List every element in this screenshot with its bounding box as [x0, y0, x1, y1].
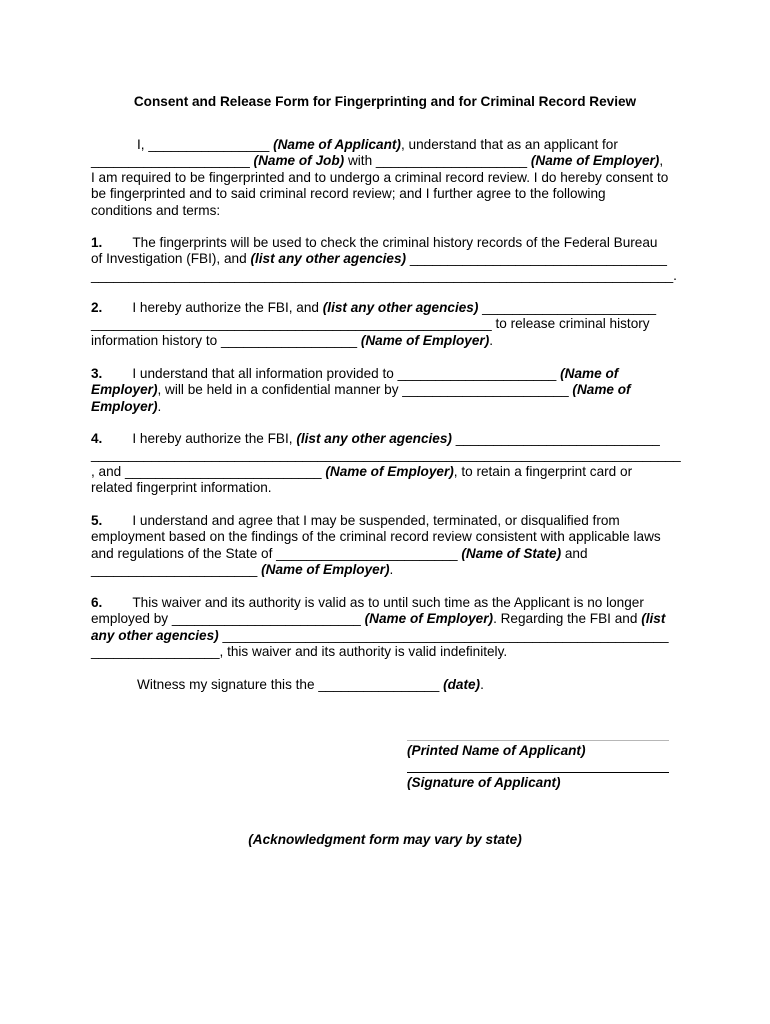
clause-2 [91, 300, 681, 349]
clause-text: _________________, this waiver and its authority is valid indefinitely. [91, 644, 508, 660]
blank-line: __________________________________ [406, 251, 667, 267]
blank-line: ___________________________ [451, 431, 660, 446]
placeholder-name-of-employer: (Name of Employer) [261, 562, 390, 578]
clause-number: 2. [91, 300, 103, 315]
clause-4 [91, 431, 681, 497]
placeholder-name-of-employer: (Name of Employer) [530, 153, 660, 169]
clause-3 [91, 366, 681, 415]
witness-line [91, 677, 681, 693]
clause-number: 1. [91, 235, 103, 250]
printed-name-label: (Printed Name of Applicant) [407, 743, 586, 758]
footer-note: (Acknowledgment form may vary by state) [248, 832, 522, 847]
clause-text: and [561, 545, 588, 561]
blank-line: ______________________ [91, 562, 262, 578]
clause-text: I hereby authorize the FBI, [132, 431, 297, 446]
printed-name-line [407, 740, 669, 741]
placeholder-other-agencies: (list any other agencies) [296, 431, 452, 446]
signature-label: (Signature of Applicant) [407, 775, 561, 790]
clause-text: , to retain a fingerprint card or [453, 463, 633, 479]
placeholder-name-of-employer: Employer) [91, 398, 158, 414]
blank-line: _____________________________________________________________________________. [91, 267, 677, 283]
placeholder-other-agencies: any other agencies) [91, 627, 219, 643]
placeholder-name-of-job: (Name of Job) [253, 153, 345, 169]
placeholder-name-of-applicant: (Name of Applicant) [273, 137, 401, 152]
intro-text: with ____________________ [344, 153, 531, 169]
placeholder-name-of-employer: (Name of Employer) [325, 463, 454, 479]
placeholder-name-of-employer: (Name of Employer) [364, 611, 494, 627]
placeholder-name-of-employer: (Name of Employer) [360, 332, 490, 348]
blank-line: _______________________ [478, 300, 657, 315]
witness-text: Witness my signature this the ________________ [137, 677, 444, 692]
signature-line [407, 772, 669, 773]
clause-text: I understand that all information provided to _____________________ [132, 366, 561, 381]
clause-text: This waiver and its authority is valid as to until such time as the Applicant is no longer [132, 595, 644, 610]
placeholder-other-agencies: (list any other agencies) [322, 300, 479, 315]
clause-text: , and __________________________ [91, 463, 326, 479]
intro-text: conditions and terms: [91, 202, 221, 218]
clause-1 [91, 235, 681, 284]
clause-text: . [489, 332, 494, 348]
clause-text: . [157, 398, 162, 414]
intro-text: be fingerprinted and to said criminal record review; and I further agree to the following [91, 186, 606, 202]
intro-text: , [659, 153, 664, 169]
clause-text: _____________________________________________________ to release criminal history [91, 316, 650, 332]
clause-number: 3. [91, 366, 103, 381]
placeholder-other-agencies: (list [641, 611, 666, 627]
intro-paragraph [91, 137, 681, 219]
clause-text: information history to __________________ [91, 332, 361, 348]
placeholder-name-of-employer: (Name of [572, 382, 631, 398]
intro-text: I am required to be fingerprinted and to undergo a criminal record review. I do hereby consent to [91, 169, 669, 185]
blank-line: _____________________ [91, 153, 254, 169]
clause-number: 4. [91, 431, 103, 446]
placeholder-name-of-state: (Name of State) [461, 545, 562, 561]
clause-text: employed by _________________________ [91, 611, 365, 627]
clause-number: 5. [91, 513, 103, 528]
clause-text: . Regarding the FBI and [493, 611, 642, 627]
clause-text: related fingerprint information. [91, 480, 272, 496]
placeholder-name-of-employer: (Name of [560, 366, 619, 381]
clause-text: The fingerprints will be used to check the criminal history records of the Federal Bureau [132, 235, 658, 250]
document-title: Consent and Release Form for Fingerprinting and for Criminal Record Review [133, 94, 637, 109]
clause-number: 6. [91, 595, 103, 610]
clause-text: I understand and agree that I may be suspended, terminated, or disqualified from [132, 513, 620, 528]
clause-text: , will be held in a confidential manner by ______________________ [157, 382, 573, 398]
clause-6 [91, 595, 681, 661]
blank-line: ______________________________________________________________________________ [91, 447, 681, 463]
clause-text: I hereby authorize the FBI, and [132, 300, 323, 315]
clause-text: and regulations of the State of ________________________ [91, 545, 462, 561]
placeholder-name-of-employer: Employer) [91, 382, 158, 398]
clause-text: of Investigation (FBI), and [91, 251, 251, 267]
intro-text: I, ________________ [137, 137, 274, 152]
clause-text: employment based on the findings of the criminal record review consistent with applicable laws [91, 529, 661, 545]
placeholder-date: (date) [443, 677, 481, 692]
placeholder-other-agencies: (list any other agencies) [250, 251, 407, 267]
blank-line: ___________________________________________________________ [218, 627, 669, 643]
clause-5 [91, 513, 681, 579]
intro-text: , understand that as an applicant for [400, 137, 618, 152]
clause-text: . [389, 562, 394, 578]
witness-text: . [480, 677, 484, 692]
